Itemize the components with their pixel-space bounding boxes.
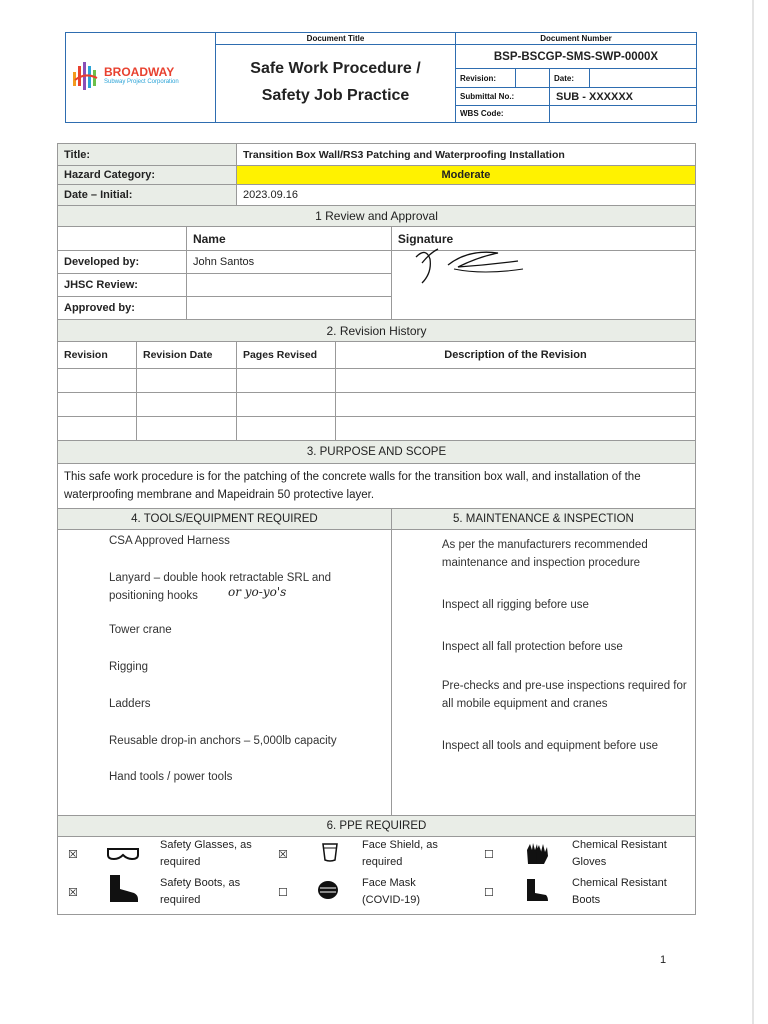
approved-by-name <box>186 297 391 320</box>
tool-item: Rigging <box>109 661 148 673</box>
ppe-checkbox-chemical-gloves[interactable]: ☐ <box>484 849 494 861</box>
page-edge <box>752 0 754 1024</box>
developed-by-name: John Santos <box>186 251 391 274</box>
tools-list <box>58 530 392 816</box>
ppe-grid <box>58 837 696 915</box>
revision-row <box>58 417 696 441</box>
date-initial-label: Date – Initial: <box>58 185 237 206</box>
ppe-label-face-mask: Face Mask (COVID-19) <box>362 877 421 906</box>
jhsc-review-label: JHSC Review: <box>58 274 187 297</box>
maintenance-list <box>391 530 695 816</box>
ppe-label-chemical-boots: Chemical Resistant Boots <box>572 877 667 906</box>
approved-by-label: Approved by: <box>58 297 187 320</box>
description-col-header: Description of the Revision <box>335 342 695 369</box>
revision-label: Revision: <box>456 69 516 88</box>
document-header <box>65 32 697 123</box>
maintenance-item: Inspect all tools and equipment before use <box>441 740 658 752</box>
handwritten-signature <box>408 239 538 289</box>
document-number-cell <box>456 33 696 122</box>
revision-value <box>516 69 550 88</box>
submittal-value: SUB - XXXXXX <box>550 88 696 106</box>
goggles-icon <box>106 845 140 861</box>
ppe-checkbox-safety-glasses[interactable]: ☒ <box>68 849 78 861</box>
document-title-line2: Safety Job Practice <box>261 87 410 104</box>
face-mask-icon <box>316 877 340 901</box>
review-approval-heading: 1 Review and Approval <box>58 206 696 227</box>
tool-item: Hand tools / power tools <box>109 771 233 783</box>
document-number: BSP-BSCGP-SMS-SWP-0000X <box>456 45 696 69</box>
revision-row <box>58 369 696 393</box>
developed-by-label: Developed by: <box>58 251 187 274</box>
purpose-scope-text: This safe work procedure is for the patching of the concrete walls for the transition box wall, and installation of the waterproofing membrane and Mapeidrain 50 protective layer. <box>58 464 696 509</box>
swp-form <box>57 143 696 915</box>
document-title-cell <box>216 33 456 122</box>
signature-cell <box>391 251 695 320</box>
pages-revised-col-header: Pages Revised <box>236 342 335 369</box>
tool-item: Reusable drop-in anchors – 5,000lb capacity <box>109 735 337 747</box>
page-number: 1 <box>660 954 667 966</box>
revision-col-header: Revision <box>58 342 137 369</box>
handwritten-note: or yo-yo's <box>228 585 287 599</box>
date-initial-value: 2023.09.16 <box>236 185 695 206</box>
purpose-scope-heading: 3. PURPOSE AND SCOPE <box>58 441 696 464</box>
date-value <box>590 69 696 88</box>
ppe-label-safety-glasses: Safety Glasses, as required <box>160 839 252 868</box>
maintenance-item: Pre-checks and pre-use inspections required for all mobile equipment and cranes <box>441 680 687 710</box>
tool-item: CSA Approved Harness <box>109 535 230 547</box>
ppe-checkbox-chemical-boots[interactable]: ☐ <box>484 887 494 899</box>
signature-header: Signature <box>391 227 695 251</box>
hazard-category-label: Hazard Category: <box>58 166 237 185</box>
ppe-checkbox-safety-boots[interactable]: ☒ <box>68 887 78 899</box>
document-number-label: Document Number <box>456 33 696 45</box>
tool-item: Tower crane <box>109 624 172 636</box>
tools-heading: 4. TOOLS/EQUIPMENT REQUIRED <box>58 509 392 530</box>
gloves-icon <box>524 840 550 866</box>
revision-date-col-header: Revision Date <box>136 342 236 369</box>
review-blank-header <box>58 227 187 251</box>
ppe-heading: 6. PPE REQUIRED <box>58 816 696 837</box>
tool-item: Lanyard – double hook retractable SRL and positioning hooks <box>109 572 332 602</box>
ppe-label-face-shield: Face Shield, as required <box>362 839 438 868</box>
title-label: Title: <box>58 144 237 166</box>
wbs-label: WBS Code: <box>456 106 550 122</box>
safety-boot-icon <box>106 873 140 903</box>
logo-cell <box>66 33 216 122</box>
face-shield-icon <box>320 841 340 863</box>
rubber-boot-icon <box>524 877 550 903</box>
tool-item: Ladders <box>109 698 151 710</box>
maintenance-item: As per the manufacturers recommended maintenance and inspection procedure <box>441 539 648 569</box>
name-header: Name <box>186 227 391 251</box>
revision-row <box>58 393 696 417</box>
ppe-label-chemical-gloves: Chemical Resistant Gloves <box>572 839 667 868</box>
maintenance-item: Inspect all fall protection before use <box>441 641 623 653</box>
document-title-label: Document Title <box>216 33 455 45</box>
maintenance-heading: 5. MAINTENANCE & INSPECTION <box>391 509 695 530</box>
ppe-checkbox-face-mask[interactable]: ☐ <box>278 887 288 899</box>
broadway-logo-icon <box>72 60 102 94</box>
hazard-category-value: Moderate <box>236 166 695 185</box>
ppe-checkbox-face-shield[interactable]: ☒ <box>278 849 288 861</box>
submittal-label: Submittal No.: <box>456 88 550 106</box>
title-value: Transition Box Wall/RS3 Patching and Waterproofing Installation <box>236 144 695 166</box>
ppe-label-safety-boots: Safety Boots, as required <box>160 877 241 906</box>
date-label: Date: <box>550 69 590 88</box>
revision-history-heading: 2. Revision History <box>58 320 696 342</box>
jhsc-review-name <box>186 274 391 297</box>
maintenance-item: Inspect all rigging before use <box>441 599 589 611</box>
logo-name: BROADWAY <box>104 65 175 79</box>
logo-subtitle: Subway Project Corporation <box>104 79 179 85</box>
document-title-line1: Safe Work Procedure / <box>250 60 421 77</box>
